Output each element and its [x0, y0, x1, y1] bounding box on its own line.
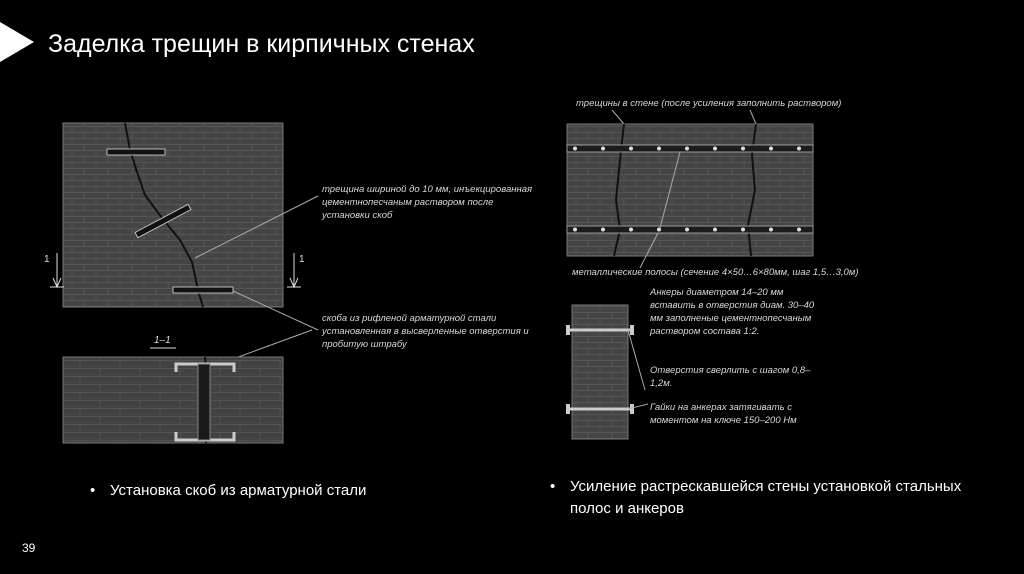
note-strips: металлические полосы (сечение 4×50…6×80мм, шаг 1,5…3,0м): [572, 267, 859, 278]
section-label: 1–1: [154, 335, 171, 346]
bracket-3: [173, 287, 233, 293]
left-wall-elevation: [50, 123, 318, 360]
bullet-dot-icon: •: [550, 478, 556, 495]
slide-title: Заделка трещин в кирпичных стенах: [48, 30, 475, 58]
bullet-right-text: Усиление растрескавшейся стены установкой стальных полос и анкеров: [570, 478, 962, 517]
bullet-right: [550, 476, 970, 520]
bullet-dot-icon: •: [90, 482, 96, 499]
bullet-left-text: Установка скоб из арматурной стали: [110, 482, 367, 499]
section-mark-left: 1: [44, 254, 50, 265]
right-wall-elevation: [567, 110, 813, 268]
note-crack: трещина шириной до 10 мм, инъекцированная цементнопесчаным раствором после установки скоб: [322, 184, 533, 221]
note-nuts: Гайки на анкерах затягивать с моментом на ключе 150–200 Нм: [650, 402, 797, 426]
bracket-1: [107, 149, 165, 155]
left-wall-section: [63, 348, 283, 443]
bullet-left: [90, 480, 470, 502]
note-bracket: скоба из рифленой арматурной стали установленная в высверленные отверстия и пробитую штрабу: [322, 313, 529, 350]
slide-number: 39: [22, 541, 36, 555]
note-holes: Отверстия сверлить с шагом 0,8–1,2м.: [650, 365, 811, 389]
note-anchors: Анкеры диаметром 14–20 мм вставить в отверстия диам. 30–40 мм заполненые цементнопесчаным раствором состава 1:2.: [650, 287, 815, 337]
note-cracks: трещины в стене (после усиления заполнить раствором): [576, 98, 842, 109]
right-wall-section: [566, 305, 648, 439]
section-mark-right: 1: [299, 254, 305, 265]
